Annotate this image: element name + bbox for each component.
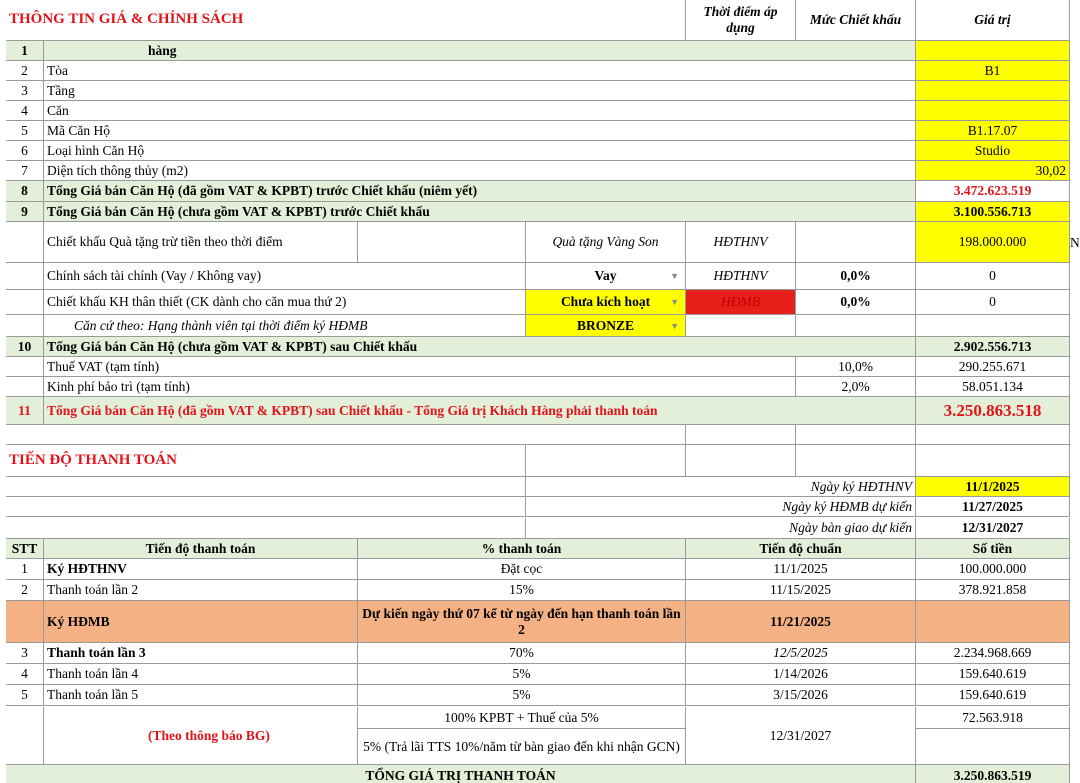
last-percent-2: 5% (Trả lãi TTS 10%/năm từ bàn giao đến khi nhận GCN) <box>358 729 686 765</box>
chevron-down-icon[interactable]: ▼ <box>670 296 679 307</box>
row-no: 8 <box>6 181 44 202</box>
row-percent: Đặt cọc <box>358 559 686 580</box>
maint-label: Kinh phí bảo trì (tạm tính) <box>44 377 796 397</box>
blank-cell <box>6 518 526 539</box>
last-percent-1: 100% KPBT + Thuế của 5% <box>358 707 686 729</box>
row-label: hàng <box>44 41 916 61</box>
row-value[interactable]: 30,02 <box>916 161 1070 181</box>
loyal-select[interactable] <box>526 290 686 315</box>
row-no <box>6 290 44 315</box>
row-standard: 1/14/2026 <box>686 664 916 685</box>
row-standard: 11/1/2025 <box>686 559 916 580</box>
row10-value: 2.902.556.713 <box>916 337 1070 357</box>
row-label: Tầng <box>44 81 916 101</box>
row-value[interactable] <box>916 41 1070 61</box>
row-value[interactable]: 3.472.623.519 <box>916 181 1070 202</box>
row-percent: 5% <box>358 685 686 706</box>
total-label: TỔNG GIÁ TRỊ THANH TOÁN <box>6 765 916 783</box>
row-amount: 100.000.000 <box>916 559 1070 580</box>
row-stt: 1 <box>6 559 44 580</box>
date-label: Ngày ký HĐTHNV <box>526 477 916 497</box>
standard-header: Tiến độ chuẩn <box>686 539 916 559</box>
row-no <box>6 377 44 397</box>
gift-value[interactable]: 198.000.000 <box>916 222 1070 263</box>
gift-label: Chiết khấu Quà tặng trừ tiền theo thời điểm <box>44 222 358 263</box>
blank-cell <box>686 445 796 477</box>
finance-label: Chính sách tài chính (Vay / Không vay) <box>44 263 526 290</box>
loyal-label: Chiết khấu KH thân thiết (CK dành cho căn mua thứ 2) <box>44 290 526 315</box>
blank-cell <box>686 315 796 337</box>
chevron-down-icon[interactable]: ▼ <box>670 320 679 331</box>
row-no: 9 <box>6 202 44 222</box>
row-no: 2 <box>6 61 44 81</box>
maint-value: 58.051.134 <box>916 377 1070 397</box>
row-no <box>6 707 44 765</box>
hdmb-amount <box>916 601 1070 643</box>
blank-cell <box>796 315 916 337</box>
row-label: Căn <box>44 101 916 121</box>
row-standard: 12/5/2025 <box>686 643 916 664</box>
finance-select[interactable] <box>526 263 686 290</box>
loyal-time: HĐMB <box>686 290 796 315</box>
row10-label: Tổng Giá bán Căn Hộ (chưa gồm VAT & KPBT) sau Chiết khấu <box>44 337 916 357</box>
gift-rate <box>796 222 916 263</box>
blank-cell <box>796 445 916 477</box>
row-progress: Thanh toán lần 3 <box>44 643 358 664</box>
row-no: 5 <box>6 121 44 141</box>
member-label: Căn cứ theo: Hạng thành viên tại thời điểm ký HĐMB <box>44 315 526 337</box>
blank-row <box>6 425 686 445</box>
row-no: 7 <box>6 161 44 181</box>
row-value[interactable]: B1.17.07 <box>916 121 1070 141</box>
loyal-rate: 0,0% <box>796 290 916 315</box>
row-value[interactable]: Studio <box>916 141 1070 161</box>
finance-rate: 0,0% <box>796 263 916 290</box>
date-value[interactable]: 11/1/2025 <box>916 477 1070 497</box>
policy-title: THÔNG TIN GIÁ & CHÍNH SÁCH <box>6 0 686 41</box>
blank-cell <box>6 497 526 517</box>
row-label: Tổng Giá bán Căn Hộ (đã gồm VAT & KPBT) trước Chiết khấu (niêm yết) <box>44 181 916 202</box>
loyal-value: 0 <box>916 290 1070 315</box>
row-amount: 159.640.619 <box>916 664 1070 685</box>
row-label: Tòa <box>44 61 916 81</box>
blank-cell <box>916 445 1070 477</box>
finance-option: Vay <box>594 268 617 284</box>
date-value[interactable]: 11/27/2025 <box>916 497 1070 517</box>
row-label: Diện tích thông thủy (m2) <box>44 161 916 181</box>
finance-value: 0 <box>916 263 1070 290</box>
cutoff-text: N <box>1070 234 1080 250</box>
last-amount-1: 72.563.918 <box>916 707 1070 729</box>
row-label: Mã Căn Hộ <box>44 121 916 141</box>
row-amount: 159.640.619 <box>916 685 1070 706</box>
row-progress: Thanh toán lần 4 <box>44 664 358 685</box>
row-stt: 2 <box>6 580 44 601</box>
row-value[interactable]: B1 <box>916 61 1070 81</box>
row-label: Tổng Giá bán Căn Hộ (chưa gồm VAT & KPBT) trước Chiết khấu <box>44 202 916 222</box>
row-stt: 3 <box>6 643 44 664</box>
row-stt: 5 <box>6 685 44 706</box>
schedule-title: TIẾN ĐỘ THANH TOÁN <box>6 445 526 477</box>
col-value-header: Giá trị <box>916 0 1070 41</box>
chevron-down-icon[interactable]: ▼ <box>670 270 679 281</box>
row-no: 4 <box>6 101 44 121</box>
row-amount: 2.234.968.669 <box>916 643 1070 664</box>
last-progress: (Theo thông báo BG) <box>44 707 358 765</box>
hdmb-standard: 11/21/2025 <box>686 601 916 643</box>
row-progress: Ký HĐTHNV <box>44 559 358 580</box>
col-time-header: Thời điểm áp dụng <box>686 0 796 41</box>
row-label: Loại hình Căn Hộ <box>44 141 916 161</box>
row-percent: 70% <box>358 643 686 664</box>
stt-header: STT <box>6 539 44 559</box>
gift-time: HĐTHNV <box>686 222 796 263</box>
row-progress: Thanh toán lần 2 <box>44 580 358 601</box>
date-label: Ngày ký HĐMB dự kiến <box>526 497 916 517</box>
row-no: 11 <box>6 397 44 425</box>
blank-cell <box>6 477 526 497</box>
percent-header: % thanh toán <box>358 539 686 559</box>
row-value[interactable] <box>916 101 1070 121</box>
amount-header: Số tiền <box>916 539 1070 559</box>
row-value[interactable] <box>916 81 1070 101</box>
member-select[interactable] <box>526 315 686 337</box>
row-no: 6 <box>6 141 44 161</box>
hdmb-progress: Ký HĐMB <box>44 601 358 643</box>
row11-label: Tổng Giá bán Căn Hộ (đã gồm VAT & KPBT) sau Chiết khấu - Tổng Giá trị Khách Hàng phải thanh toán <box>44 397 916 425</box>
row-standard: 11/15/2025 <box>686 580 916 601</box>
last-standard: 12/31/2027 <box>686 707 916 765</box>
blank-cell <box>686 425 796 445</box>
progress-header: Tiến độ thanh toán <box>44 539 358 559</box>
blank-cell <box>916 315 1070 337</box>
row-no <box>6 315 44 337</box>
loyal-option: Chưa kích hoạt <box>560 294 651 310</box>
row-value[interactable]: 3.100.556.713 <box>916 202 1070 222</box>
col-rate-header: Mức Chiết khấu <box>796 0 916 41</box>
hdmb-percent: Dự kiến ngày thứ 07 kể từ ngày đến hạn thanh toán lần 2 <box>358 601 686 643</box>
row-percent: 15% <box>358 580 686 601</box>
total-value: 3.250.863.519 <box>916 765 1070 783</box>
row-no: 3 <box>6 81 44 101</box>
member-option: BRONZE <box>576 317 634 333</box>
row-percent: 5% <box>358 664 686 685</box>
vat-rate: 10,0% <box>796 357 916 377</box>
blank-cell <box>358 222 526 263</box>
vat-value: 290.255.671 <box>916 357 1070 377</box>
vat-label: Thuế VAT (tạm tính) <box>44 357 796 377</box>
row-amount: 378.921.858 <box>916 580 1070 601</box>
date-value[interactable]: 12/31/2027 <box>916 518 1070 539</box>
row-stt: 4 <box>6 664 44 685</box>
row11-value: 3.250.863.518 <box>916 397 1070 425</box>
blank-cell <box>796 425 916 445</box>
row-no <box>6 263 44 290</box>
row-no <box>6 601 44 643</box>
row-no: 1 <box>6 41 44 61</box>
finance-time: HĐTHNV <box>686 263 796 290</box>
row-no: 10 <box>6 337 44 357</box>
row-no <box>6 357 44 377</box>
row-no <box>6 222 44 263</box>
maint-rate: 2,0% <box>796 377 916 397</box>
blank-cell <box>916 425 1070 445</box>
blank-cell <box>526 445 686 477</box>
row-progress: Thanh toán lần 5 <box>44 685 358 706</box>
gift-option[interactable]: Quà tặng Vàng Son <box>526 222 686 263</box>
last-amount-2 <box>916 729 1070 765</box>
row-standard: 3/15/2026 <box>686 685 916 706</box>
date-label: Ngày bàn giao dự kiến <box>526 518 916 539</box>
